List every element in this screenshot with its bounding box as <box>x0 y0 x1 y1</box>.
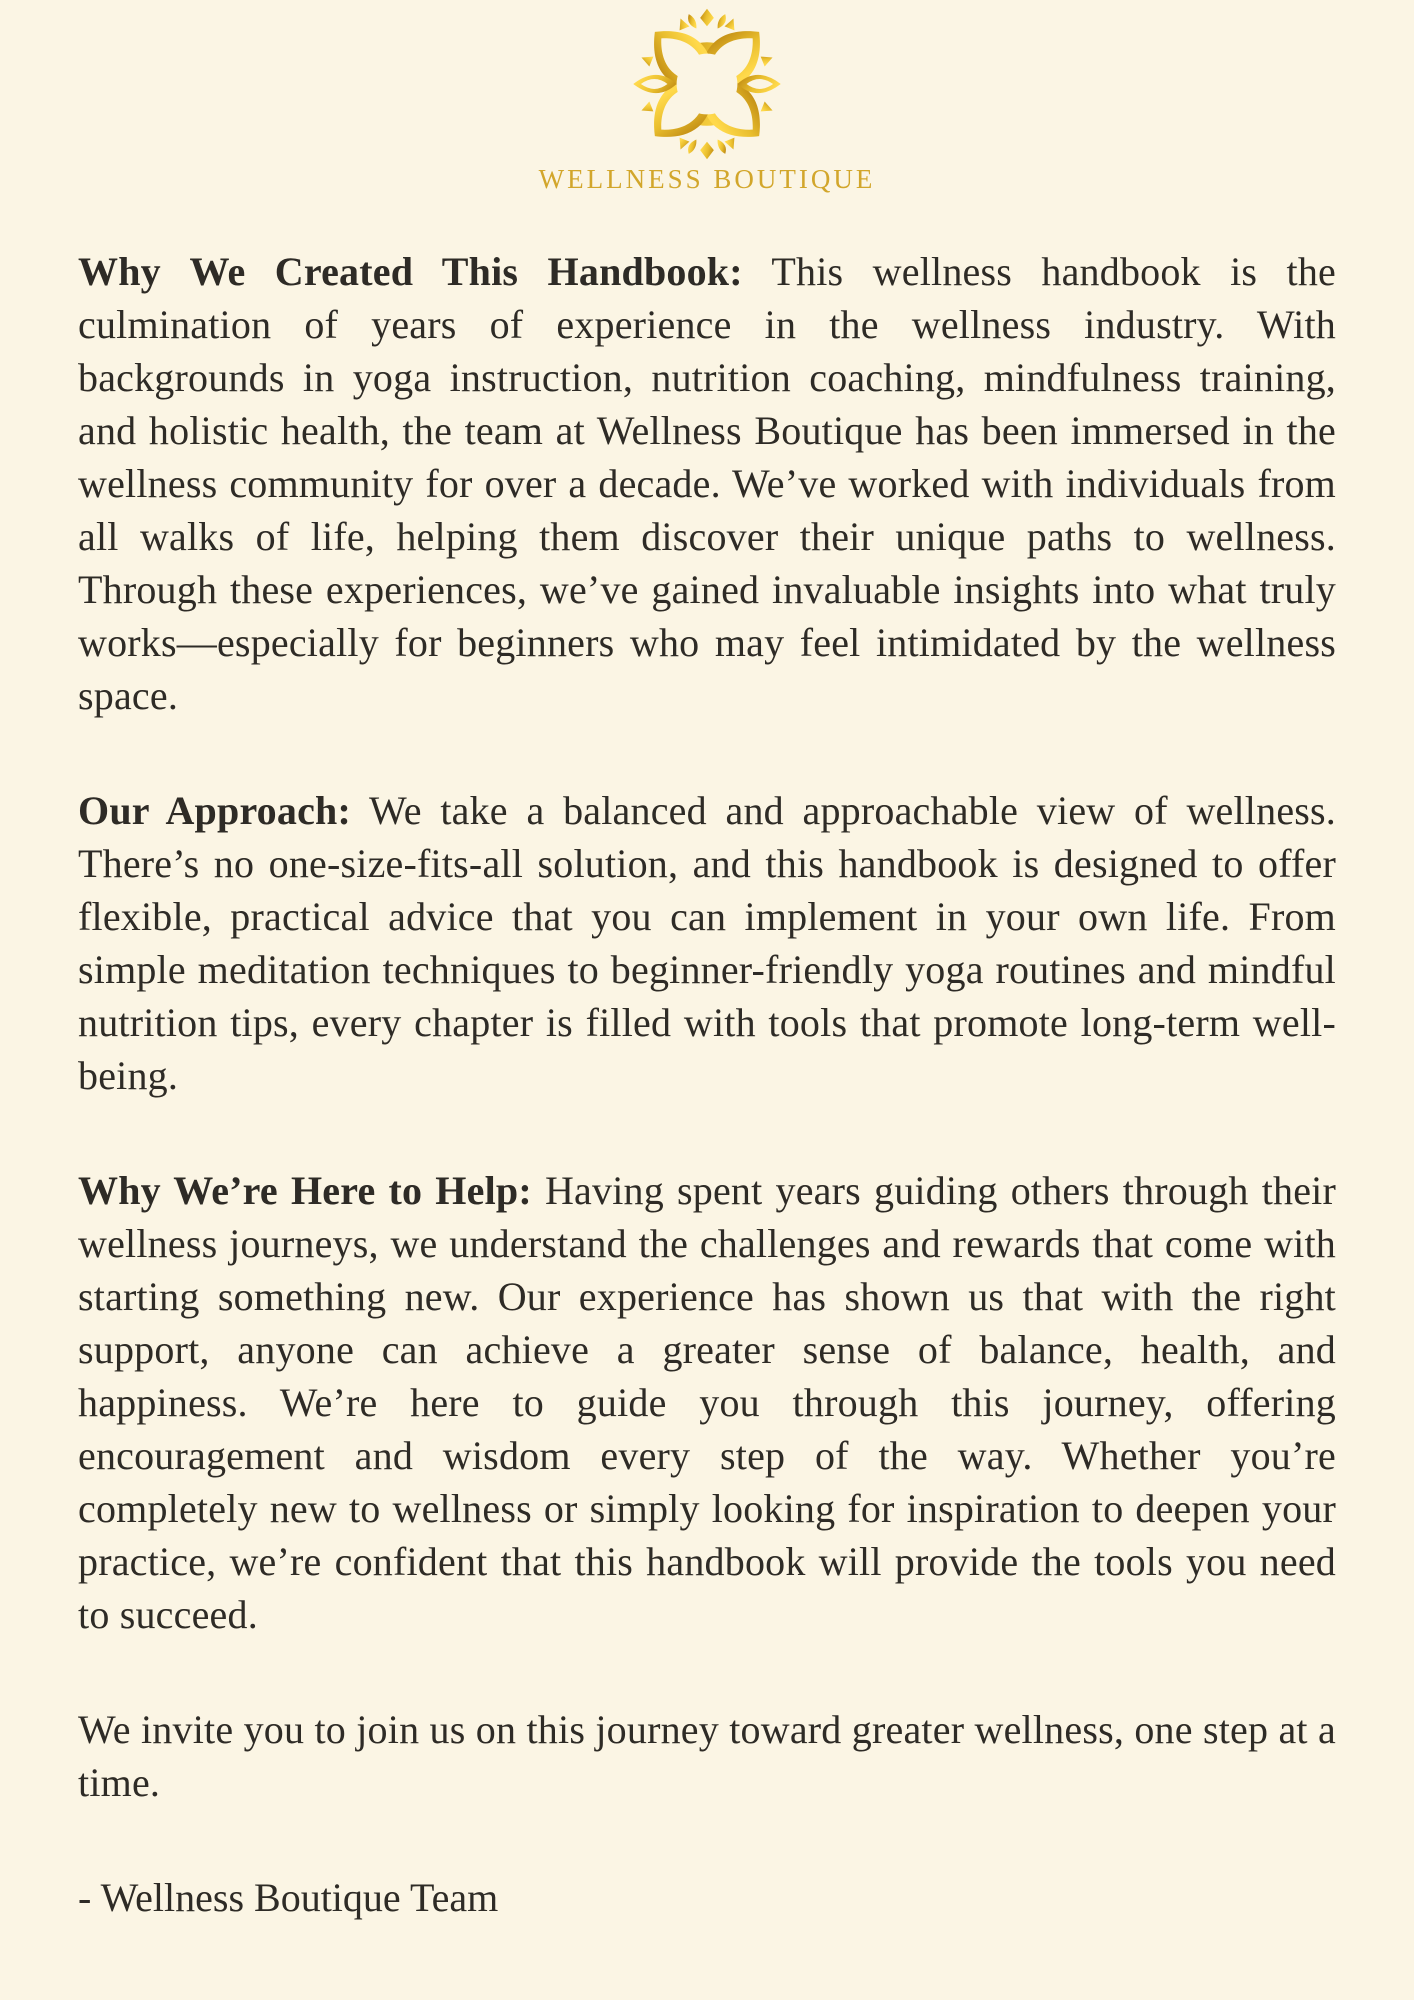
paragraph-why-we-created <box>78 245 1336 722</box>
paragraph-lead-why-we-created: Why We Created This Handbook: <box>78 249 743 294</box>
paragraph-why-were-here <box>78 1164 1336 1641</box>
paragraph-invitation <box>78 1703 1336 1809</box>
document-body <box>78 245 1336 1924</box>
brand-header <box>78 0 1336 195</box>
brand-wordmark: WELLNESS BOUTIQUE <box>538 164 876 194</box>
signature: - Wellness Boutique Team <box>78 1875 499 1920</box>
paragraph-our-approach <box>78 784 1336 1102</box>
paragraph-lead-why-were-here: Why We’re Here to Help: <box>78 1168 532 1213</box>
wellness-boutique-flower-icon <box>631 8 783 160</box>
paragraph-text-why-were-here: Having spent years guiding others through their wellness journeys, we understand the challenges and rewards that come with starting something new. Our experience has shown us that with the right support, anyone can achieve a greater sense of balance, health, and happiness. We’re here to guide you through this journey, offering encouragement and wisdom every step of the way. Whether you’re completely new to wellness or simply looking for inspiration to deepen your practice, we’re confident that this handbook will provide the tools you need to succeed. <box>78 1168 1336 1637</box>
paragraph-text-why-we-created: This wellness handbook is the culmination of years of experience in the wellness industry. With backgrounds in yoga instruction, nutrition coaching, mindfulness training, and holistic health, the team at Wellness Boutique has been immersed in the wellness community for over a decade. We’ve worked with individuals from all walks of life, helping them discover their unique paths to wellness. Through these experiences, we’ve gained invaluable insights into what truly works—especially for beginners who may feel intimidated by the wellness space. <box>78 249 1336 718</box>
paragraph-text-invitation: We invite you to join us on this journey toward greater wellness, one step at a time. <box>78 1707 1336 1805</box>
paragraph-text-our-approach: We take a balanced and approachable view of wellness. There’s no one-size-fits-all solution, and this handbook is designed to offer flexible, practical advice that you can implement in your own life. From simple meditation techniques to beginner-friendly yoga routines and mindful nutrition tips, every chapter is filled with tools that promote long-term well-being. <box>78 788 1337 1098</box>
paragraph-lead-our-approach: Our Approach: <box>78 788 351 833</box>
